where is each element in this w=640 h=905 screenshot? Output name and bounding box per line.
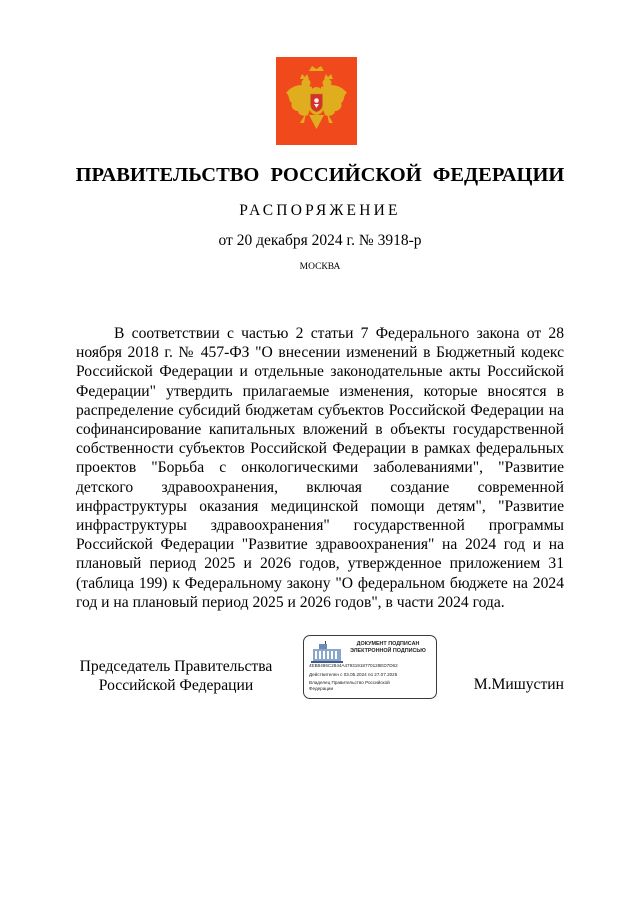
certificate-validity: Действителен с 03.05.2024 по 27.07.2025 bbox=[309, 672, 398, 677]
signatory-position-line2: Российской Федерации bbox=[98, 677, 254, 695]
government-building-icon bbox=[310, 641, 344, 663]
stamp-title bbox=[342, 641, 434, 655]
document-date-number: от 20 декабря 2024 г. № 3918-р bbox=[218, 232, 422, 249]
electronic-signature-stamp bbox=[303, 635, 437, 699]
document-type: РАСПОРЯЖЕНИЕ bbox=[239, 202, 401, 219]
certificate-owner-line2: Федерации bbox=[309, 686, 334, 691]
certificate-owner-line1: Владелец Правительство Российской bbox=[309, 680, 390, 685]
government-title: ПРАВИТЕЛЬСТВО РОССИЙСКОЙ ФЕДЕРАЦИИ bbox=[75, 164, 565, 186]
stamp-title-line2: ЭЛЕКТРОННОЙ ПОДПИСЬЮ bbox=[350, 648, 426, 654]
certificate-serial: 4EB8486C2844A47931918770128ED7D62 bbox=[309, 663, 398, 668]
stamp-title-line1: ДОКУМЕНТ ПОДПИСАН bbox=[356, 641, 420, 647]
document-city: МОСКВА bbox=[299, 262, 341, 272]
signatory-name: М.Мишустин bbox=[473, 676, 564, 693]
signatory-position bbox=[76, 657, 276, 695]
coat-of-arms-emblem bbox=[276, 57, 357, 145]
signatory-position-line1: Председатель Правительства bbox=[79, 658, 273, 675]
order-body-paragraph: В соответствии с частью 2 статьи 7 Федерального закона от 28 ноября 2018 г. № 457-ФЗ "О внесении изменений в Бюджетный кодекс Российской Федерации и отдельные законодательные акты Российской Федерации" утвердить прилагаемые изменения, которые вносятся в распределение субсидий бюджетам субъектов Российской Федерации на софинансирование капитальных вложений в объекты государственной собственности субъектов Российской Федерации в рамках федеральных проектов "Борьба с онкологическими заболеваниями", "Развитие детского здравоохранения, включая создание современной инфраструктуры оказания медицинской помощи детям", "Развитие инфраструктуры здравоохранения" государственной программы Российской Федерации "Развитие здравоохранения" на 2024 год и на плановый период 2025 и 2026 годов, утвержденное приложением 31 (таблица 199) к Федеральному закону "О федеральном бюджете на 2024 год и на плановый период 2025 и 2026 годов", в части 2024 года. bbox=[76, 325, 564, 611]
double-headed-eagle-icon bbox=[276, 57, 357, 145]
